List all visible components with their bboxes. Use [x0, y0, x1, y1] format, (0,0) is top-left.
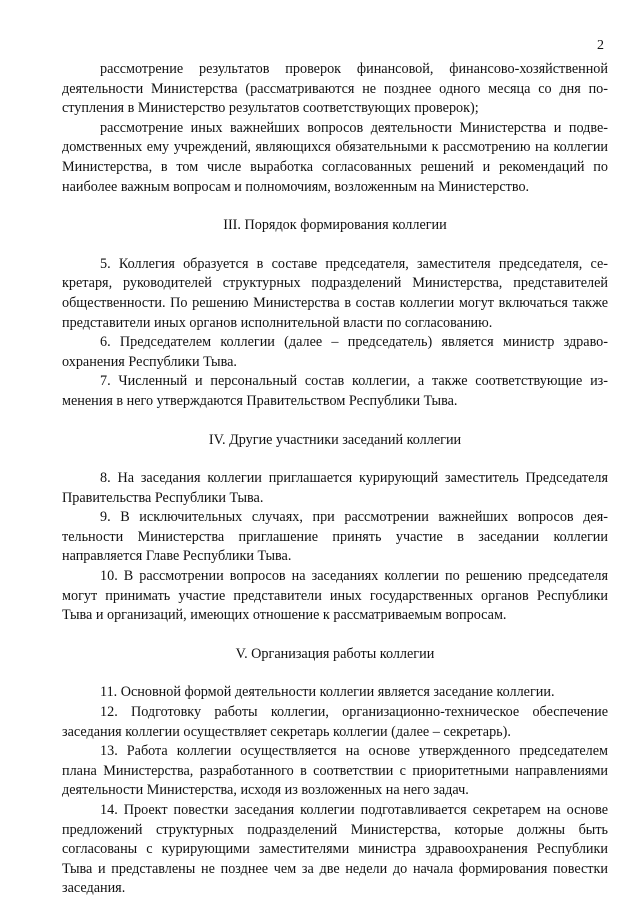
paragraph-9: 9. В исключительных случаях, при рассмотрении важнейших вопросов деятельности Министерства приглашение принять участие в заседании коллегии направляется Главе Республики Тыва. [62, 509, 608, 565]
paragraph-8: 8. На заседания коллегии приглашается курирующий заместитель Председателя Правительства Республики Тыва. [62, 470, 608, 506]
paragraph-13: 13. Работа коллегии осуществляется на основе утвержденного председателем плана Министерства, разработанного в соответствии с приоритетными направлениями деятельности Министерства, исходя из возложенных на него задач. [62, 743, 608, 799]
document-body [62, 60, 608, 899]
paragraph-14: 14. Проект повестки заседания коллегии подготавливается секретарем на основе предложений структурных подразделений Министерства, которые должны быть согласованы с курирующими заместителями министра здравоохранения Республики Тыва и представлены не позднее чем за две недели до начала формирования повестки заседания. [62, 802, 608, 897]
section-heading-5: V. Организация работы коллегии [235, 645, 435, 662]
section-heading-3: III. Порядок формирования коллегии [223, 217, 447, 234]
paragraph-7: 7. Численный и персональный состав коллегии, а также соответствующие изменения в него утверждаются Правительством Республики Тыва. [62, 373, 608, 409]
page-number: 2 [597, 38, 604, 53]
paragraph-intro-1: рассмотрение результатов проверок финансовой, финансово-хозяйственной деятельности Министерства (рассматриваются не позднее одного месяца со дня поступления в Министерство результатов соответствующих проверок); [62, 61, 608, 117]
paragraph-10: 10. В рассмотрении вопросов на заседаниях коллегии по решению председателя могут принимать участие представители иных государственных органов Республики Тыва и организаций, имеющих отношение к рассматриваемым вопросам. [62, 568, 608, 624]
paragraph-intro-2: рассмотрение иных важнейших вопросов деятельности Министерства и подведомственных ему учреждений, являющихся обязательными к рассмотрению на коллегии Министерства, в том числе выработка согласованных решений и рекомендаций по наиболее важным вопросам и полномочиям, возложенным на Министерство. [62, 119, 608, 195]
paragraph-11: 11. Основной формой деятельности коллегии является заседание коллегии. [100, 684, 555, 701]
paragraph-5: 5. Коллегия образуется в составе председателя, заместителя председателя, секретаря, руководителей структурных подразделений Министерства, представителей общественности. По решению Министерства в состав коллегии могут включаться также представители иных органов исполнительной власти по согласованию. [62, 255, 608, 331]
paragraph-6: 6. Председателем коллегии (далее – председатель) является министр здравоохранения Республики Тыва. [62, 334, 608, 370]
paragraph-12: 12. Подготовку работы коллегии, организационно-техническое обеспечение заседания коллегии осуществляет секретарь коллегии (далее – секретарь). [62, 704, 608, 740]
section-heading-4: IV. Другие участники заседаний коллегии [208, 431, 462, 448]
